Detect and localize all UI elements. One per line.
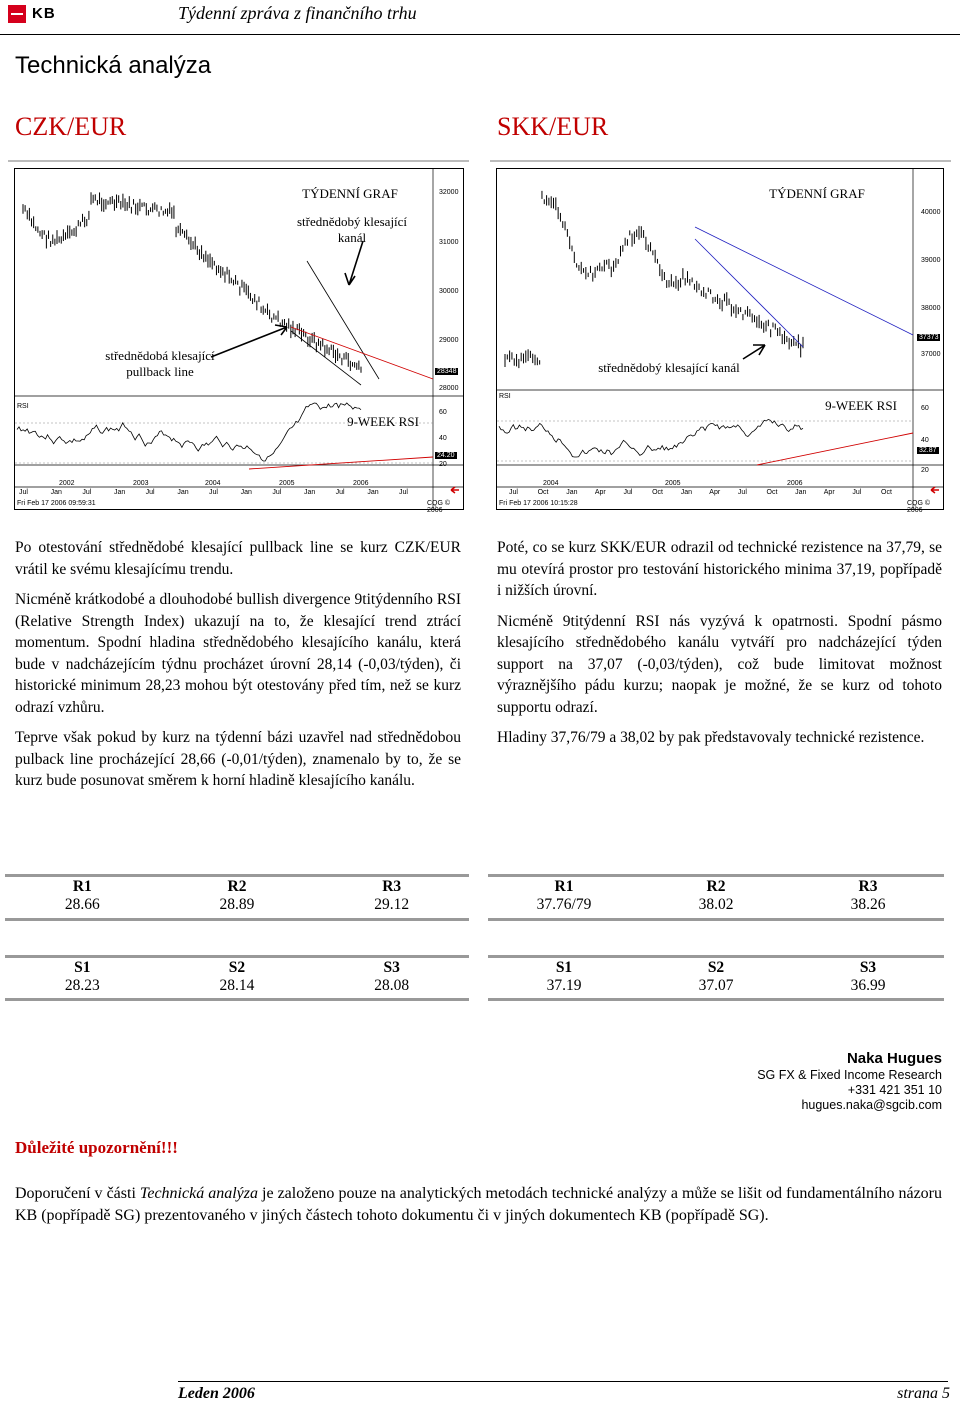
czk-paragraph: Teprve však pokud by kurz na týdenní bázi uzavřel nad střednědobou pulback line procházející 28,66 (-0,01/týden), znamenalo by to, že se kurz bude posunovat směrem k horní hladině klesajícího kanálu. xyxy=(15,729,461,789)
czk-rsi-tick: 20 xyxy=(439,461,447,468)
skk-r2-value: 38.02 xyxy=(698,896,734,913)
czk-rsi-tick: 60 xyxy=(439,409,447,416)
czk-channel-label-2: kanál xyxy=(337,230,367,245)
skk-r1-value: 37.76/79 xyxy=(536,896,592,913)
czk-rsi-tick: 40 xyxy=(439,435,447,442)
month-tick-label: Jul xyxy=(145,489,155,496)
czk-year-label: 2005 xyxy=(279,480,295,487)
czk-support-rule-bottom xyxy=(5,998,469,1001)
month-tick-label: Oct xyxy=(766,489,778,496)
month-tick-label: Jul xyxy=(19,489,28,496)
czk-price-tick: 31000 xyxy=(439,239,459,246)
czk-r2-value: 28.89 xyxy=(219,896,255,913)
month-tick-label: Jul xyxy=(335,489,345,496)
skk-resistance-rule-top xyxy=(488,874,944,877)
month-tick-label: Jan xyxy=(50,489,62,496)
czk-graph-label: TÝDENNÍ GRAF xyxy=(302,186,398,201)
month-tick-label: Jan xyxy=(566,489,578,496)
month-tick-label: Jul xyxy=(509,489,518,496)
document-title: Týdenní zpráva z finančního trhu xyxy=(178,3,417,23)
skk-r2-label: R2 xyxy=(706,878,726,895)
czk-price-tick: 29000 xyxy=(439,337,459,344)
czk-resistance-rule-top xyxy=(5,874,469,877)
month-tick-label: Apr xyxy=(823,489,835,496)
czk-support-table xyxy=(5,959,469,995)
czk-channel-lower xyxy=(291,331,361,385)
section-title: Technická analýza xyxy=(15,52,212,79)
kb-logo-text: KB xyxy=(32,5,56,22)
czk-support-rule-top xyxy=(5,955,469,958)
czk-rsi-tag: RSI xyxy=(17,403,29,410)
author-phone: +331 421 351 10 xyxy=(847,1083,942,1097)
author-role: SG FX & Fixed Income Research xyxy=(757,1068,942,1082)
skk-support-rule-bottom xyxy=(488,998,944,1001)
czk-price-tick: 28000 xyxy=(439,385,459,392)
skk-footer-copyright: CQG © 2006 xyxy=(907,500,931,514)
month-tick-label: Apr xyxy=(594,489,606,496)
czk-title-rule xyxy=(8,160,469,162)
czk-rsi-box: 24.20 xyxy=(437,452,455,459)
czk-scroll-arrow xyxy=(451,487,459,493)
skk-s3-value: 36.99 xyxy=(850,977,886,994)
footer-page-number: strana 5 xyxy=(897,1385,950,1402)
czk-chart xyxy=(14,168,464,514)
month-tick-label: Jan xyxy=(367,489,379,496)
czk-r1-label: R1 xyxy=(72,878,92,895)
czk-year-label: 2004 xyxy=(205,480,221,487)
month-tick-label: Oct xyxy=(881,489,892,496)
month-tick-label: Jul xyxy=(737,489,747,496)
month-tick-label: Jan xyxy=(795,489,807,496)
skk-s1-label: S1 xyxy=(555,959,573,976)
czk-year-label: 2006 xyxy=(353,480,369,487)
czk-arrow-channel xyxy=(345,241,363,285)
czk-pullback-label-1: střednědobá klesající xyxy=(105,348,215,363)
header-rule xyxy=(0,34,960,35)
month-tick-label: Jul xyxy=(272,489,282,496)
skk-price-tick: 38000 xyxy=(921,305,941,312)
czk-title: CZK/EUR xyxy=(15,112,127,141)
skk-chart xyxy=(496,168,944,514)
czk-rsi-label: 9-WEEK RSI xyxy=(347,414,419,429)
month-tick-label: Jan xyxy=(240,489,252,496)
skk-s2-value: 37.07 xyxy=(698,977,734,994)
month-tick-label: Oct xyxy=(537,489,549,496)
skk-r3-value: 38.26 xyxy=(850,896,886,913)
skk-price-tick: 37000 xyxy=(921,351,941,358)
footer-date: Leden 2006 xyxy=(178,1385,255,1402)
skk-paragraph: Poté, co se kurz SKK/EUR odrazil od technické rezistence na 37,79, se mu otevírá prostor pro testování historického minima 37,19, popřípadě i nižších úrovní. xyxy=(497,539,942,599)
skk-year-label: 2004 xyxy=(543,480,559,487)
skk-support-rule-top xyxy=(488,955,944,958)
month-tick-label: Apr xyxy=(709,489,721,496)
kb-logo xyxy=(8,5,70,23)
skk-price-tick: 40000 xyxy=(921,209,941,216)
skk-resistance-rule-bottom xyxy=(488,918,944,921)
skk-rsi-label: 9-WEEK RSI xyxy=(825,398,897,413)
czk-footer-timestamp: Fri Feb 17 2006 09:59:31 xyxy=(17,500,96,507)
skk-price-box: 37373 xyxy=(919,334,939,341)
skk-channel-lower xyxy=(695,239,803,347)
czk-s1-value: 28.23 xyxy=(64,977,100,994)
czk-channel-label-1: střednědobý klesající xyxy=(296,214,408,229)
skk-price-tick: 39000 xyxy=(921,257,941,264)
skk-chart-svg xyxy=(497,169,943,509)
month-tick-label: Jul xyxy=(82,489,92,496)
skk-r3-label: R3 xyxy=(858,878,878,895)
disclaimer-title: Důležité upozornění!!! xyxy=(15,1138,178,1157)
skk-resistance-table xyxy=(488,878,944,914)
skk-rsi-box: 32.87 xyxy=(919,447,937,454)
disclaimer-text-start: Doporučení v části xyxy=(15,1185,140,1202)
skk-title: SKK/EUR xyxy=(497,112,609,141)
kb-logo-mark xyxy=(8,5,26,23)
czk-r3-label: R3 xyxy=(382,878,402,895)
author-email[interactable]: hugues.naka@sgcib.com xyxy=(801,1098,942,1112)
czk-r3-value: 29.12 xyxy=(374,896,410,913)
skk-paragraph: Hladiny 37,76/79 a 38,02 by pak představovaly technické rezistence. xyxy=(497,729,925,746)
czk-price-tick: 32000 xyxy=(439,189,459,196)
month-tick-label: Jan xyxy=(177,489,189,496)
skk-channel-upper xyxy=(695,227,913,335)
skk-rsi-tag: RSI xyxy=(499,393,511,400)
month-tick-label: Jul xyxy=(399,489,408,496)
month-tick-label: Jan xyxy=(114,489,126,496)
czk-price-box: 28348 xyxy=(437,368,457,375)
skk-scroll-arrow xyxy=(931,487,939,493)
czk-channel-upper xyxy=(307,261,379,379)
czk-resistance-table xyxy=(5,878,469,914)
month-tick-label: Jul xyxy=(209,489,218,496)
czk-s2-value: 28.14 xyxy=(219,977,255,994)
skk-channel-label: střednědobý klesající kanál xyxy=(598,360,740,375)
month-tick-label: Oct xyxy=(652,489,663,496)
czk-year-label: 2003 xyxy=(133,480,149,487)
czk-s3-label: S3 xyxy=(383,959,400,976)
skk-support-table xyxy=(488,959,944,995)
czk-paragraph: Po otestování střednědobé klesající pullback line se kurz CZK/EUR vrátil ke svému klesajícímu trendu. xyxy=(15,539,461,578)
skk-s3-label: S3 xyxy=(859,959,877,976)
czk-s2-label: S2 xyxy=(228,959,246,976)
author-name: Naka Hugues xyxy=(846,1050,942,1067)
czk-s3-value: 28.08 xyxy=(374,977,410,994)
skk-rsi-trendline xyxy=(757,433,913,465)
month-tick-label: Jul xyxy=(852,489,862,496)
czk-s1-label: S1 xyxy=(74,959,91,976)
czk-r2-label: R2 xyxy=(227,878,247,895)
skk-footer-timestamp: Fri Feb 17 2006 10:15:28 xyxy=(499,500,578,507)
footer-rule xyxy=(178,1381,948,1382)
czk-paragraph: Nicméně krátkodobé a dlouhodobé bullish divergence 9titýdenního RSI (Relative Strength Index) ukazují na to, že klesající trend ztrácí momentum. Spodní hladina střednědobého klesajícího kanálu, která bude v nadcházejícím týdnu procházet úrovní 28,14 (-0,03/týden), či historické minimum 28,23 mohou být otestovány před tím, než se kurz odrazí vzhůru. xyxy=(15,591,461,716)
czk-footer-copyright: CQG © 2006 xyxy=(427,500,451,514)
czk-price-tick: 30000 xyxy=(439,288,459,295)
czk-commentary xyxy=(15,537,461,801)
skk-graph-label: TÝDENNÍ GRAF xyxy=(769,186,865,201)
month-tick-label: Jan xyxy=(304,489,316,496)
disclaimer-text-italic: Technická analýza xyxy=(139,1185,258,1202)
skk-r1-label: R1 xyxy=(554,878,574,895)
skk-s1-value: 37.19 xyxy=(546,977,582,994)
skk-commentary xyxy=(497,537,942,758)
skk-title-rule xyxy=(490,160,951,162)
author-signature xyxy=(757,1050,942,1113)
czk-pullback-line xyxy=(291,327,433,379)
month-tick-label: Jan xyxy=(680,489,692,496)
skk-year-label: 2006 xyxy=(787,480,803,487)
disclaimer-text-end: je založeno pouze na analytických metodách technické analýzy a může se lišit od fundamentálního názoru KB (popřípadě SG) prezentovaného v jiných částech tohoto dokumentu či v jiných dokumentech KB (popřípadě SG). xyxy=(15,1185,943,1224)
skk-year-label: 2005 xyxy=(665,480,681,487)
czk-pullback-label-2: pullback line xyxy=(126,364,194,379)
czk-resistance-rule-bottom xyxy=(5,918,469,921)
skk-arrow-channel xyxy=(743,345,765,359)
skk-paragraph: Nicméně 9titýdenní RSI nás vyzývá k opatrnosti. Spodní pásmo klesajícího střednědobého kanálu vytváří pro nadcházející týden support na 37,07 (-0,03/týden), což bude limitovat možnost výraznějšího pádu kurzu; naopak je možné, že se kurz od tohoto supportu odrazí. xyxy=(497,612,942,716)
czk-r1-value: 28.66 xyxy=(64,896,100,913)
skk-rsi-tick: 40 xyxy=(921,437,929,444)
skk-rsi-tick: 20 xyxy=(921,467,929,474)
skk-rsi-tick: 60 xyxy=(921,405,929,412)
czk-year-label: 2002 xyxy=(59,480,75,487)
month-tick-label: Jul xyxy=(623,489,633,496)
skk-s2-label: S2 xyxy=(707,959,725,976)
disclaimer-text xyxy=(15,1183,942,1227)
